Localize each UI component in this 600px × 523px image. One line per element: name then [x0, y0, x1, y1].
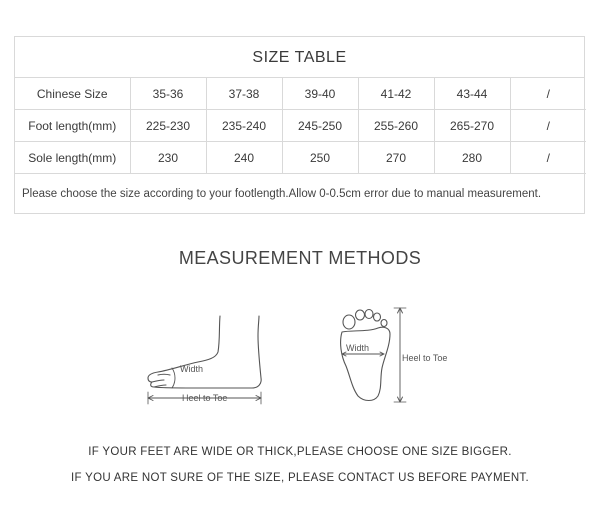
notice-wide-feet: IF YOUR FEET ARE WIDE OR THICK,PLEASE CHOOSE ONE SIZE BIGGER.: [88, 446, 512, 458]
toe-4: [374, 313, 381, 321]
toe-5: [381, 320, 387, 327]
foot-side-view-diagram: [140, 308, 275, 413]
table-cell: 255-260: [358, 110, 434, 142]
table-cell: 35-36: [130, 78, 206, 110]
table-row: [15, 142, 586, 174]
foot-side-outline: [148, 316, 261, 388]
table-cell: 43-44: [434, 78, 510, 110]
table-cell: 270: [358, 142, 434, 174]
table-cell: 240: [206, 142, 282, 174]
foot-sole-view-diagram: [332, 302, 462, 407]
width-indicator: [172, 368, 175, 388]
row-label-chinese-size: Chinese Size: [15, 78, 130, 110]
table-cell: 41-42: [358, 78, 434, 110]
side-width-label: Width: [180, 364, 204, 374]
top-length-label: Heel to Toe: [402, 353, 448, 363]
table-cell: 235-240: [206, 110, 282, 142]
toe-big: [343, 315, 355, 329]
toe-3: [365, 310, 373, 319]
table-cell: 265-270: [434, 110, 510, 142]
toe-lines: [152, 374, 170, 387]
size-table: [14, 36, 585, 214]
size-grid: [15, 78, 586, 174]
table-cell: /: [510, 78, 586, 110]
notice-contact-us: IF YOU ARE NOT SURE OF THE SIZE, PLEASE CONTACT US BEFORE PAYMENT.: [71, 472, 529, 484]
table-cell: 245-250: [282, 110, 358, 142]
table-row: [15, 110, 586, 142]
table-cell: /: [510, 110, 586, 142]
toe-2: [356, 310, 365, 320]
row-label-sole-length: Sole length(mm): [15, 142, 130, 174]
table-cell: /: [510, 142, 586, 174]
table-cell: 250: [282, 142, 358, 174]
size-note: Please choose the size according to your footlength.Allow 0-0.5cm error due to manual measurement.: [22, 188, 542, 200]
measurement-title: MEASUREMENT METHODS: [178, 248, 422, 268]
table-cell: 280: [434, 142, 510, 174]
table-row: [15, 78, 586, 110]
sole-outline: [341, 327, 390, 400]
table-cell: 230: [130, 142, 206, 174]
size-table-title: SIZE TABLE: [15, 37, 584, 78]
table-cell: 225-230: [130, 110, 206, 142]
top-width-label: Width: [346, 343, 370, 353]
row-label-foot-length: Foot length(mm): [15, 110, 130, 142]
table-cell: 39-40: [282, 78, 358, 110]
table-cell: 37-38: [206, 78, 282, 110]
side-length-label: Heel to Toe: [182, 393, 228, 403]
